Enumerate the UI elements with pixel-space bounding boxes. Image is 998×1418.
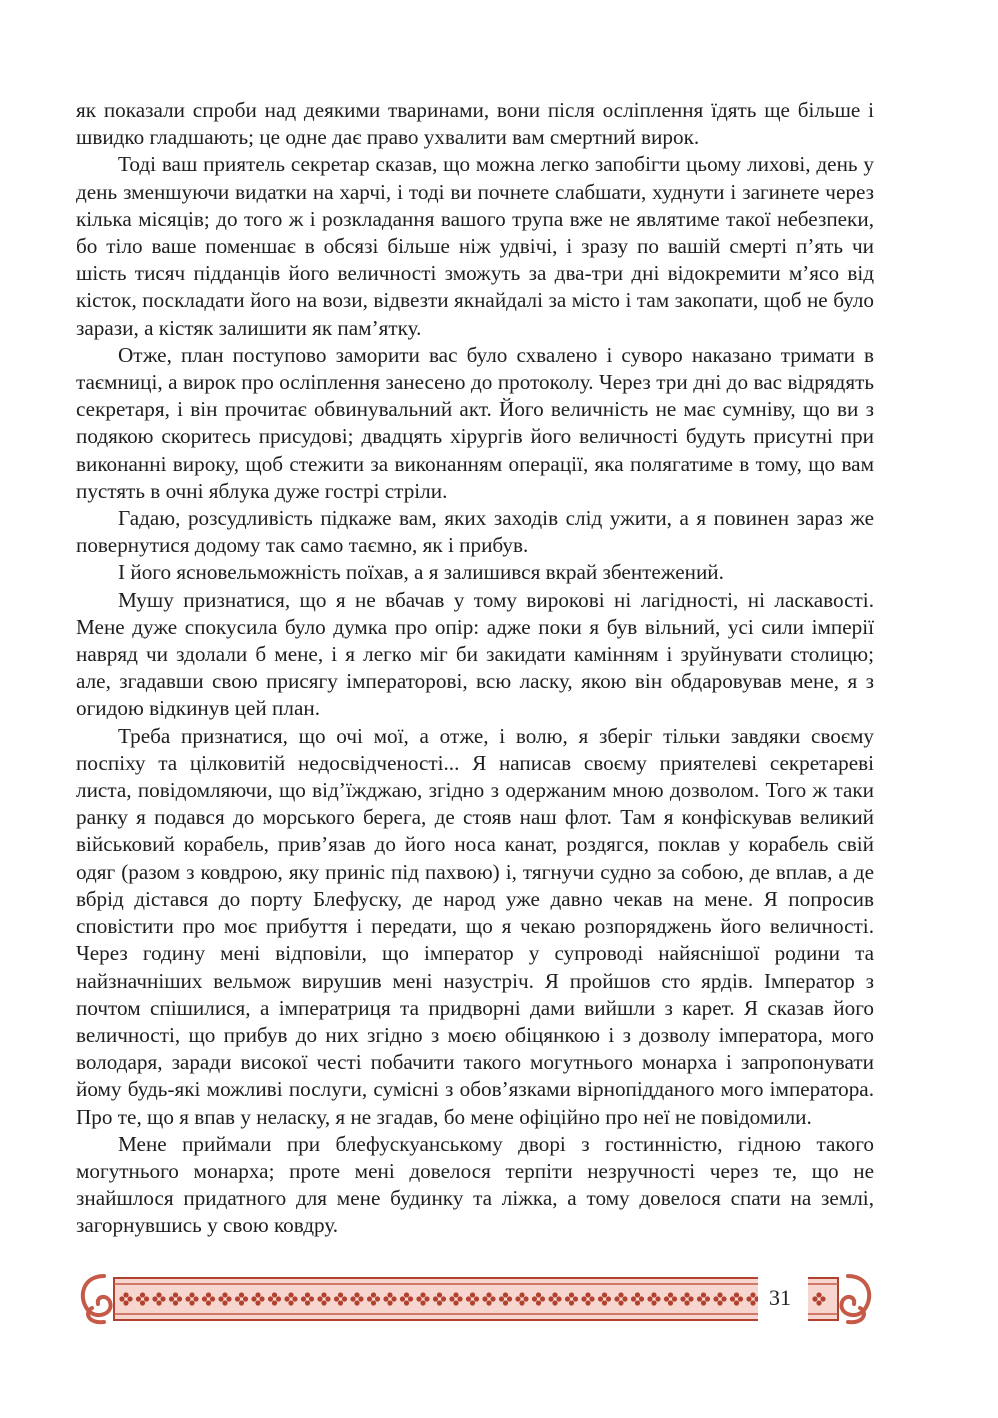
page-body [76,97,874,1240]
paragraph-8: Мене приймали при блефускуанському дворі з гостинністю, гідною такого могутнього монарха; проте мені довелося терпіти незручності через те, що не знайшлося придатного для мене будинку та ліжка, а тому довелося спати на землі, загорнувшись у свою ковдру. [76,1131,874,1238]
flower-row [119,1292,825,1305]
paragraph-4: Гадаю, розсудливість підкаже вам, яких заходів слід ужити, а я повинен зараз же повернутися додому так само таємно, як і прибув. [76,506,874,558]
paragraph-6: Мушу признатися, що я не вбачав у тому вирокові ні лагідності, ні ласкавості. Мене дуже спокусила було думка про опір: адже поки я був вільний, усі сили імперії навряд чи здолали б мене, і я легко міг би закидати камінням і зруйнувати столицю; але, згадавши свою присягу імператорові, всю ласку, якою він обдаровував мене, я з огидою відкинув цей план. [76,587,874,721]
paragraph-7: Треба признатися, що очі мої, а отже, і волю, я зберіг тільки завдяки своєму поспіху та цілковитій недосвідченості... Я написав своєму приятелеві секретареві листа, повідомляючи, що від’їжджаю, згідно з одержаним мною дозволом. Того ж таки ранку я подався до морського берега, де стояв наш флот. Там я конфіскував великий військовий корабель, прив’язав до його носа канат, роздягся, поклав у корабель свій одяг (разом з ковдрою, яку приніс під пахвою) і, тягнучи судно за собою, де вплав, а де вбрід дістався до порту Блефуску, де народ уже давно чекав на мене. Я попросив сповістити про моє прибуття і передати, що я чекаю розпоряджень його величності. Через годину мені відповіли, що імператор у супроводі найяснішої родини та найзначніших вельмож вирушив мені назустріч. Я пройшов сто ярдів. Імператор з почтом спішилися, а імператриця та придворні дами вийшли з карет. Я сказав його величності, що прибув до них згідно з моєю обіцянкою і з дозволу імператора, мого володаря, заради високої честі побачити такого могутнього монарха і запропонувати йому будь-які можливі послуги, сумісні з обов’язками вірнопідданого мого імператора. Про те, що я впав у неласку, я не згадав, бо мене офіційно про неї не повідомили. [76,723,874,1129]
paragraph-5: І його ясновельможність поїхав, а я залишився вкрай збентежений. [118,560,724,585]
floral-border-ornament-icon [74,1268,878,1330]
right-scroll-icon [841,1276,869,1322]
left-scroll-icon [83,1276,111,1322]
paragraph-2: Тоді ваш приятель секретар сказав, що можна легко запобігти цьому лихові, день у день зменшуючи видатки на харчі, і тоді ви почнете слабшати, худнути і загинете через кілька місяців; до того ж і розкладання вашого трупа вже не являтиме такої небезпеки, бо тіло ваше поменшає в обсязі більше ніж удвічі, і зразу по вашій смерті п’ять чи шість тисяч підданців його величності зможуть за два-три дні відокремити м’ясо від кісток, поскладати його на вози, відвезти якнайдалі за місто і там закопати, щоб не було зарази, а кістяк залишити як пам’ятку. [76,152,874,340]
paragraph-1: як показали спроби над деякими тваринами, вони після осліплення їдять ще більше і швидко гладшають; це одне дає право ухвалити вам смертний вирок. [76,98,874,150]
page-number: 31 [769,1285,791,1310]
paragraph-3: Отже, план поступово заморити вас було схвалено і суворо наказано тримати в таємниці, а вирок про осліплення занесено до протоколу. Через три дні до вас відрядять секретаря, і він прочитає обвинувальний акт. Його величність не має сумніву, що ви з подякою скоритесь присудові; двадцять хірургів його величності будуть присутні при виконанні вироку, щоб стежити за виконанням операції, яка полягатиме в тому, що вам пустять в очні яблука дуже гострі стріли. [76,342,874,503]
